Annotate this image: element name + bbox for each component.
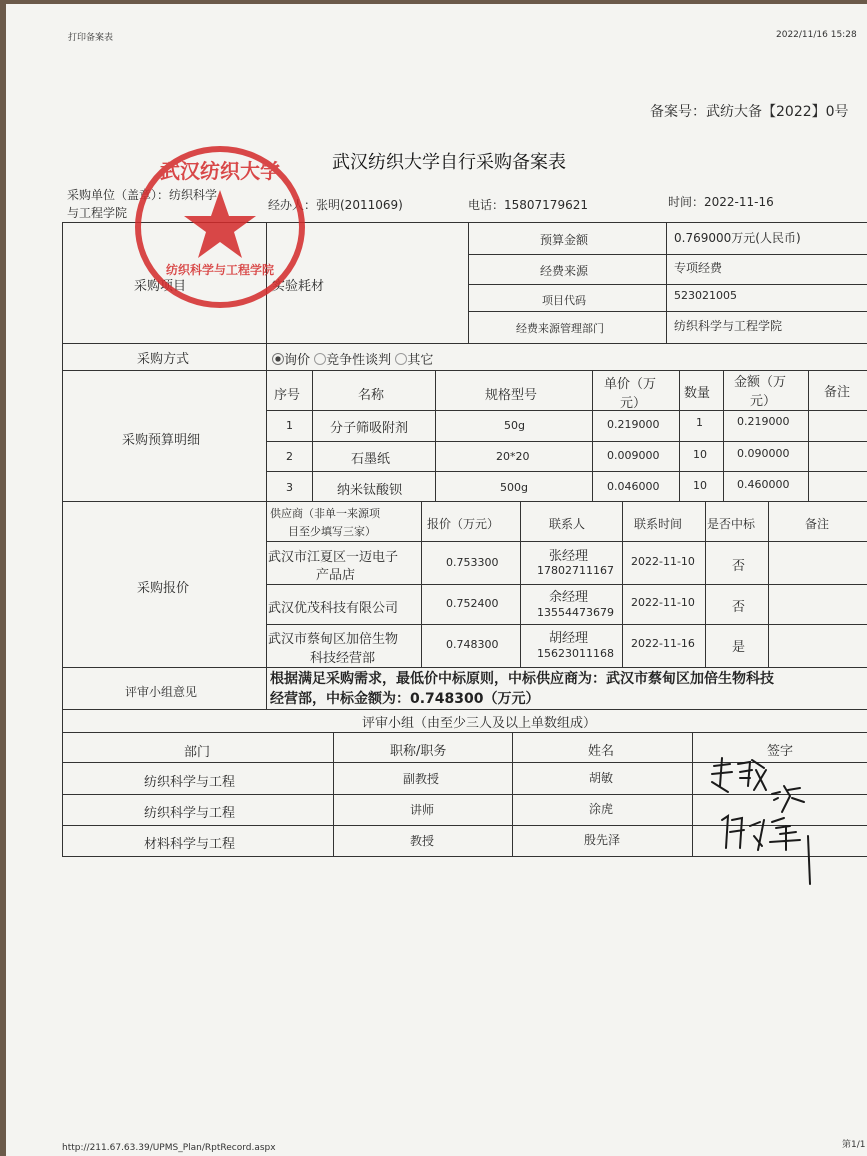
panel-dept: 材料科学与工程	[144, 837, 236, 852]
panel-name: 胡敏	[589, 771, 614, 785]
q-price: 0.748300	[446, 638, 499, 651]
bd-spec: 50g	[504, 419, 525, 432]
q-supplier: 武汉优茂科技有限公司	[268, 601, 399, 616]
bd-name: 石墨纸	[351, 452, 391, 467]
panel-rank: 副教授	[403, 772, 440, 786]
date: 时间：2022-11-16	[668, 195, 774, 209]
bd-header-qty: 数量	[684, 386, 711, 401]
q-win: 否	[732, 600, 746, 615]
q-supplier: 武汉市蔡甸区加倍生物	[268, 632, 399, 647]
q-contact: 张经理	[549, 549, 589, 564]
q-supplier-cont: 科技经营部	[310, 651, 376, 666]
q-header-price: 报价（万元）	[427, 517, 500, 531]
dept-value: 纺织科学与工程学院	[674, 319, 783, 333]
source-label: 经费来源	[540, 264, 589, 278]
review-label: 评审小组意见	[125, 685, 198, 699]
q-price: 0.753300	[446, 556, 499, 569]
bd-header-note: 备注	[824, 385, 851, 400]
panel-name: 涂虎	[589, 802, 614, 816]
bd-spec: 20*20	[496, 450, 530, 463]
panel-header-rank: 职称/职务	[390, 744, 447, 759]
panel-rank: 讲师	[410, 803, 435, 817]
official-seal-stamp	[130, 142, 310, 312]
source-value: 专项经费	[674, 261, 723, 275]
footer-url: http://211.67.63.39/UPMS_Plan/RptRecord.aspx	[62, 1143, 276, 1153]
panel-header-sign: 签字	[767, 744, 794, 759]
bd-header-amount-2: 元）	[750, 394, 777, 409]
q-win: 否	[732, 559, 746, 574]
review-opinion-2: 经营部，中标金额为：0.748300（万元）	[270, 691, 540, 707]
method-option-2: 竞争性谈判	[326, 353, 392, 368]
q-win: 是	[732, 640, 746, 655]
q-phone: 17802711167	[537, 564, 614, 577]
bd-price: 0.046000	[607, 480, 660, 493]
q-header-supplier-1: 供应商（非单一来源项	[270, 507, 380, 520]
stamp-top-text: 武汉纺织大学	[160, 159, 280, 183]
handler: 经办人：张明(2011069)	[268, 198, 403, 212]
panel-header-dept: 部门	[184, 745, 211, 760]
bd-no: 2	[286, 450, 293, 463]
bd-name: 分子筛吸附剂	[330, 421, 409, 436]
method-option-3: 其它	[407, 353, 434, 368]
budget-label: 预算金额	[540, 233, 589, 247]
purchasing-unit: 采购单位（盖章）：纺织科学	[67, 188, 218, 202]
q-header-note: 备注	[805, 517, 830, 531]
q-contact: 胡经理	[549, 631, 589, 646]
bd-amount: 0.460000	[737, 478, 790, 491]
q-contact: 余经理	[549, 590, 589, 605]
stamp-bottom-text: 纺织科学与工程学院	[165, 263, 275, 277]
bd-header-amount-1: 金额（万	[734, 375, 787, 390]
panel-title: 评审小组（由至少三人及以上单数组成）	[362, 716, 597, 731]
purchasing-unit-cont: 与工程学院	[67, 206, 128, 220]
review-opinion-1: 根据满足采购需求，最低价中标原则，中标供应商为：武汉市蔡甸区加倍生物科技	[270, 671, 774, 687]
project-label: 采购项目	[134, 279, 187, 294]
bd-header-price-2: 元）	[620, 396, 647, 411]
radio-icon	[395, 353, 407, 365]
panel-name: 殷先泽	[584, 833, 621, 847]
q-supplier-cont: 产品店	[316, 568, 356, 583]
bd-price: 0.009000	[607, 449, 660, 462]
bd-qty: 1	[696, 416, 703, 429]
q-header-win: 是否中标	[707, 517, 756, 531]
q-phone: 13554473679	[537, 606, 614, 619]
project-value: 实验耗材	[272, 279, 325, 294]
panel-dept: 纺织科学与工程	[144, 806, 236, 821]
print-header-title: 打印备案表	[68, 33, 114, 43]
record-number: 备案号：武纺大备【2022】0号	[650, 104, 849, 120]
panel-rank: 教授	[410, 834, 435, 848]
bd-name: 纳米钛酸钡	[337, 483, 403, 498]
budget-detail-label: 采购预算明细	[122, 433, 201, 448]
code-value: 523021005	[674, 289, 737, 302]
q-time: 2022-11-10	[631, 555, 695, 568]
bd-header-price-1: 单价（万	[604, 377, 657, 392]
handwritten-signature	[700, 756, 810, 856]
radio-selected-icon	[272, 353, 284, 365]
bd-price: 0.219000	[607, 418, 660, 431]
bd-header-name: 名称	[358, 388, 385, 403]
panel-dept: 纺织科学与工程	[144, 775, 236, 790]
radio-icon	[314, 353, 326, 365]
code-label: 项目代码	[542, 294, 586, 307]
q-price: 0.752400	[446, 597, 499, 610]
bd-qty: 10	[693, 448, 707, 461]
document-title: 武汉纺织大学自行采购备案表	[332, 152, 566, 173]
method-label: 采购方式	[137, 352, 190, 367]
print-header-time: 2022/11/16 15:28	[776, 30, 857, 40]
q-phone: 15623011168	[537, 647, 614, 660]
method-option-1: 询价	[284, 353, 311, 368]
q-header-supplier-2: 目至少填写三家）	[288, 525, 376, 538]
bd-no: 3	[286, 481, 293, 494]
bd-spec: 500g	[500, 481, 528, 494]
bd-qty: 10	[693, 479, 707, 492]
phone: 电话：15807179621	[468, 198, 588, 212]
quotes-label: 采购报价	[137, 581, 190, 596]
bd-header-spec: 规格型号	[485, 388, 538, 403]
footer-page: 第1/1	[842, 1140, 866, 1150]
bd-amount: 0.090000	[737, 447, 790, 460]
bd-no: 1	[286, 419, 293, 432]
q-header-time: 联系时间	[634, 517, 683, 531]
q-header-contact: 联系人	[549, 517, 586, 531]
q-supplier: 武汉市江夏区一迈电子	[268, 550, 399, 565]
q-time: 2022-11-10	[631, 596, 695, 609]
budget-value: 0.769000万元(人民币)	[674, 231, 801, 245]
dept-label: 经费来源管理部门	[516, 322, 604, 335]
bd-amount: 0.219000	[737, 415, 790, 428]
panel-header-name: 姓名	[588, 744, 615, 759]
q-time: 2022-11-16	[631, 637, 695, 650]
method-options	[272, 349, 433, 368]
bd-header-no: 序号	[274, 388, 301, 403]
